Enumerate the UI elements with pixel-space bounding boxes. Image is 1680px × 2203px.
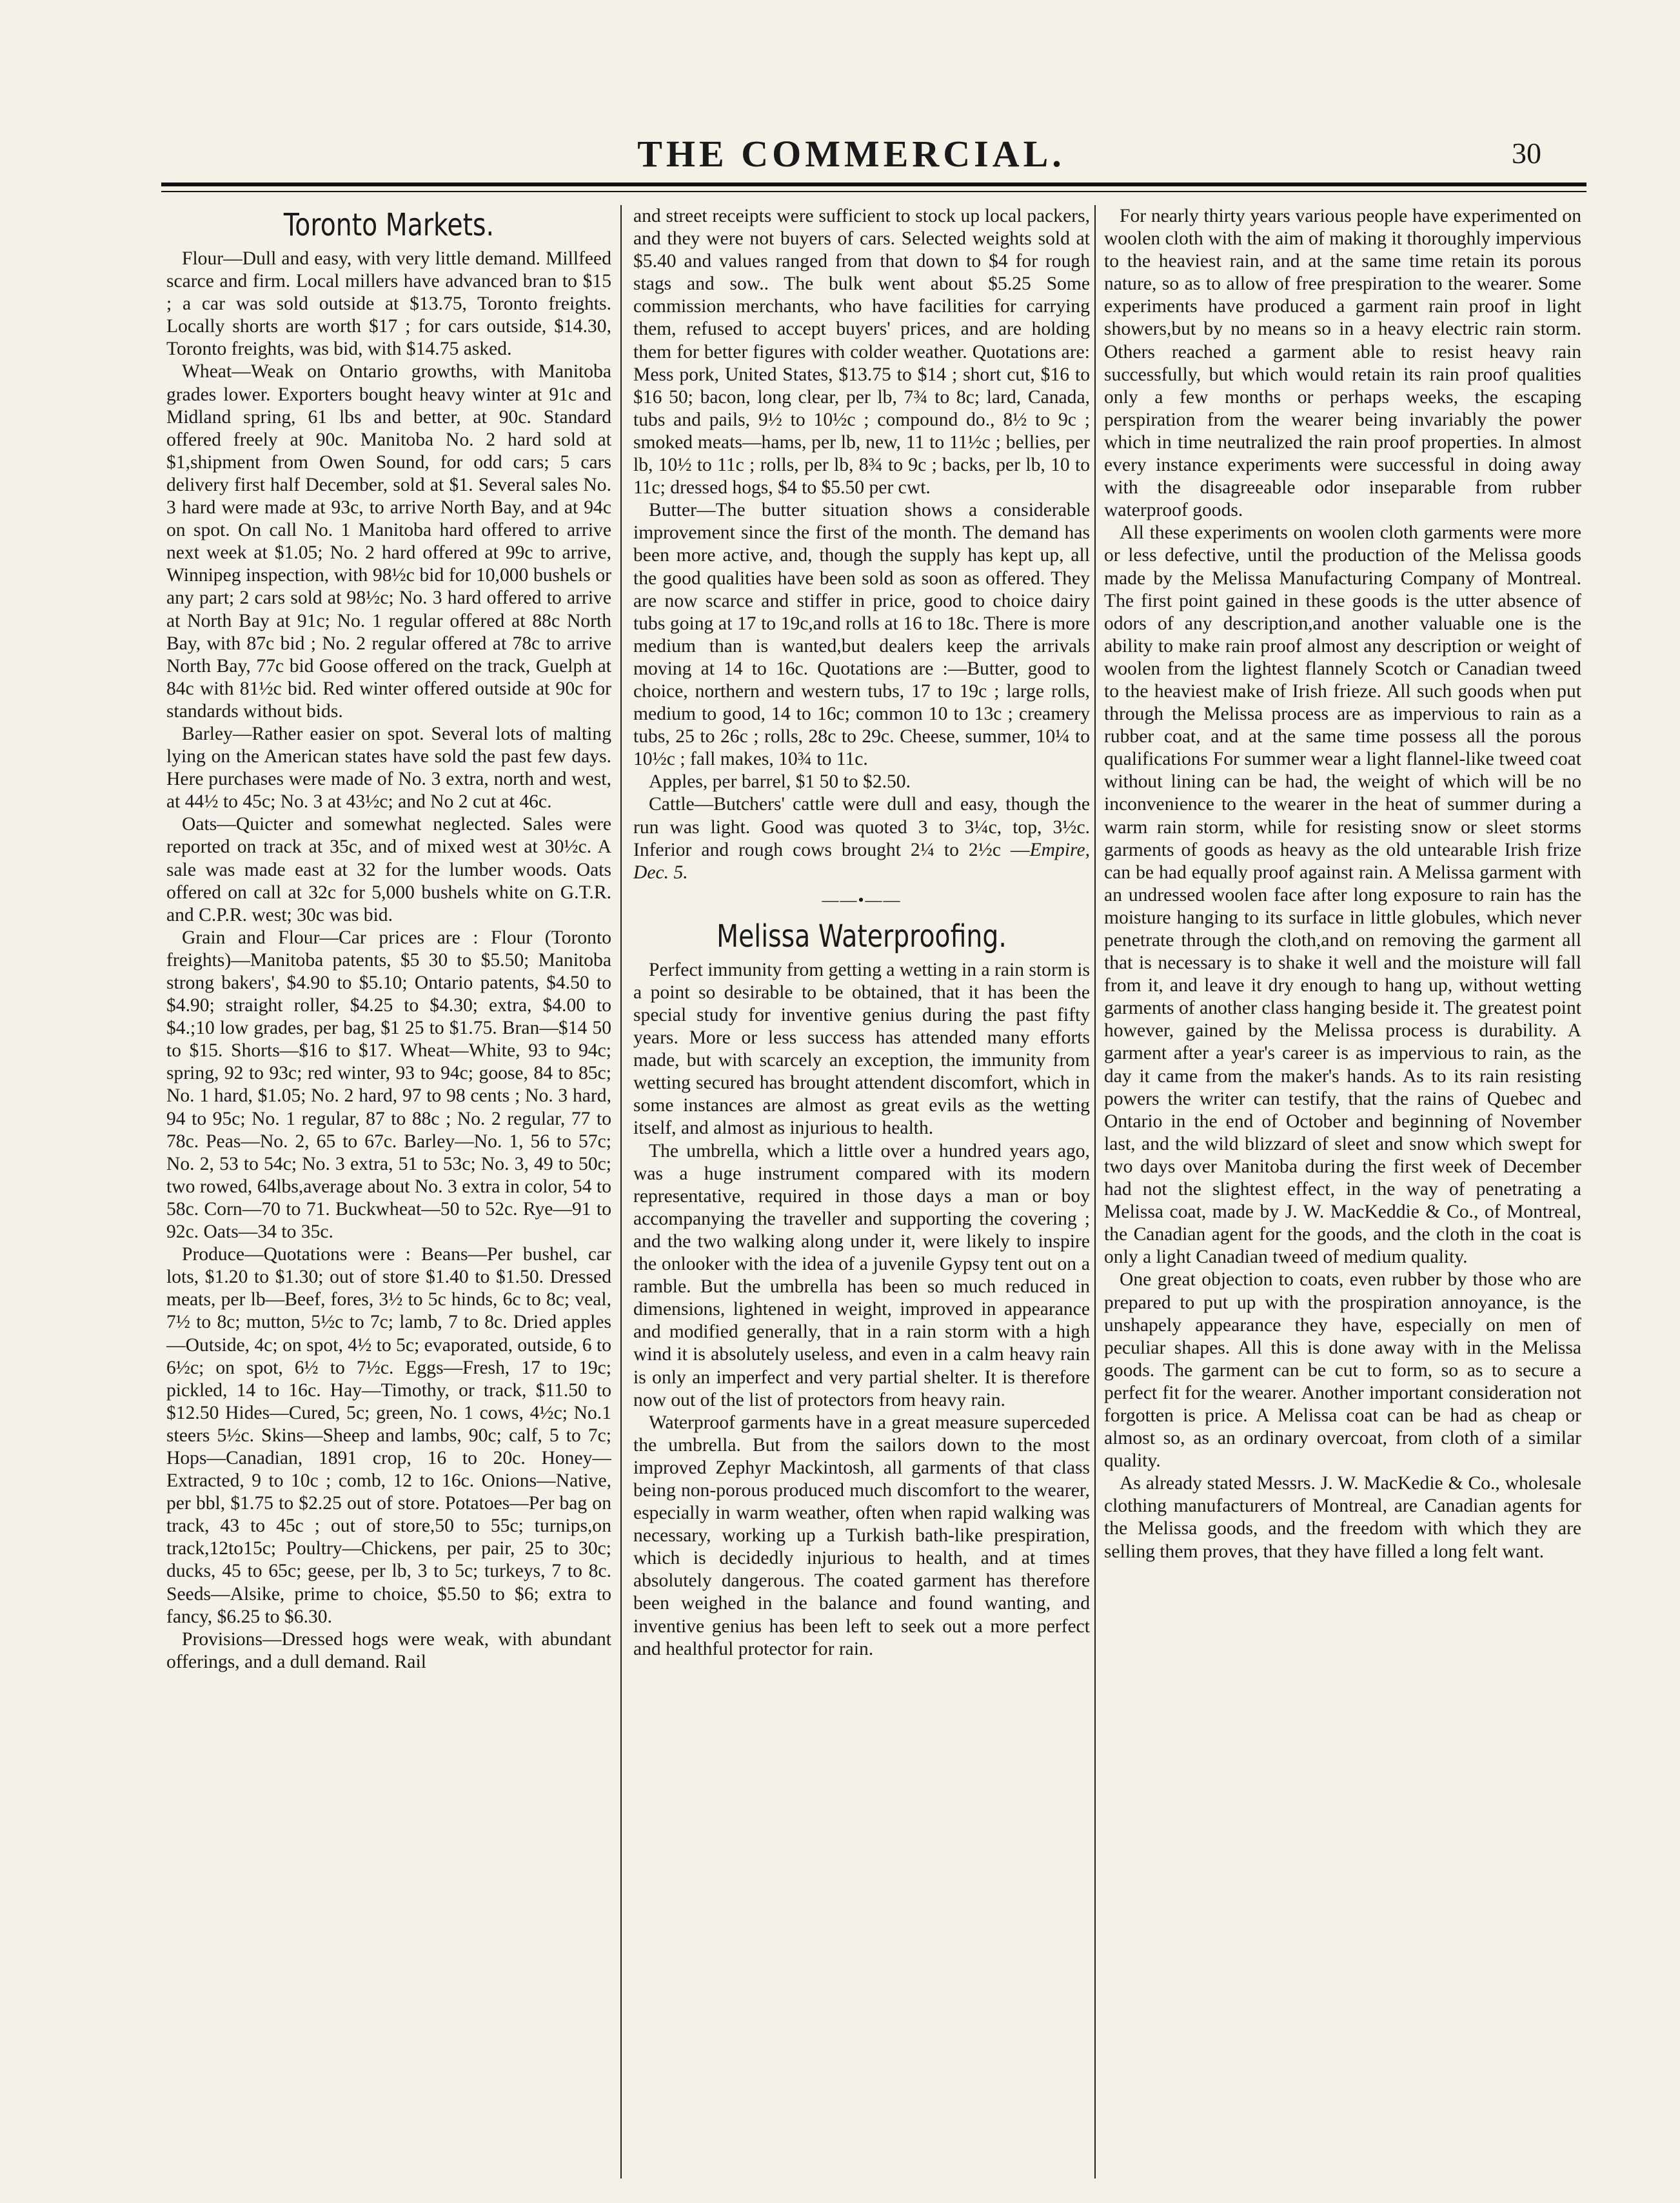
paragraph-objection: One great objection to coats, even rubber by those who are prepared to put up with the prospiration annoyance, is the unshapely appearance they have, especially on men of peculiar shapes. All this is done away with in the Melissa goods. The garment can be cut to form, so as to secure a perfect fit for the wearer. Another important consideration not forgotten is price. A Melissa coat can be had as cheap or almost so, as an ordinary overcoat, from cloth of a similar quality. <box>1104 1269 1581 1472</box>
source-citation: Empire, Dec. 5. <box>633 839 1090 883</box>
paragraph-agents: As already stated Messrs. J. W. MacKedie & Co., wholesale clothing manufacturers of Montreal, are Canadian agents for the Melissa goods, and the freedom with which they are selling them proves, that they have filled a long felt want. <box>1104 1473 1581 1562</box>
paragraph-waterproof-garments: Waterproof garments have in a great measure superceded the umbrella. But from the sailors down to the most improved Zephyr Mackintosh, all garments of that class being non-porous produced much discomfort to the wearer, especially in warm weather, often when rapid walking was necessary, working up a Turkish bath-like prespiration, which is decidedly injurious to health, and at times absolutely dangerous. The coated garment has therefore been weighed in the balance and found wanting, and inventive genius has been left to seek out a more perfect and healthful protector for rain. <box>633 1412 1090 1659</box>
paragraph-cattle <box>633 793 1090 884</box>
column-right <box>1104 205 1581 2178</box>
column-divider-left <box>620 205 622 2178</box>
paragraph-wheat: Wheat—Weak on Ontario growths, with Manitoba grades lower. Exporters bought heavy winter at 91c and Midland spring, 61 lbs and better, at 90c. Standard offered freely at 90c. Manitoba No. 2 hard sold at $1,shipment from Owen Sound, for odd cars; 5 cars delivery first half December, sold at $1. Several sales No. 3 hard were made at 93c, to arrive North Bay, and at 94c on spot. On call No. 1 Manitoba hard offered to arrive next week at $1.05; No. 2 hard offered at 99c to arrive, Winnipeg inspection, with 98½c bid for 10,000 bushels or any part; 2 cars sold at 98½c; No. 3 hard offered to arrive at North Bay at 91c; No. 1 regular offered at 88c North Bay, with 87c bid ; No. 2 regular offered at 78c to arrive North Bay, 77c bid Goose offered on the track, Guelph at 84c with 81½c bid. Red winter offered outside at 90c for standards without bids. <box>166 361 611 722</box>
paragraph-apples: Apples, per barrel, $1 50 to $2.50. <box>649 771 911 793</box>
article-divider: ——•—— <box>822 890 902 909</box>
paragraph-provisions: Provisions—Dressed hogs were weak, with abundant offerings, and a dull demand. Rail <box>166 1628 611 1672</box>
paragraph-produce: Produce—Quotations were : Beans—Per bushel, car lots, $1.20 to $1.30; out of store $1.40 to $1.50. Dressed meats, per lb—Beef, fores, 3½ to 5c hinds, 6c to 8c; veal, 7½ to 8c; mutton, 5½c to 7c; lamb, 7 to 8c. Dried apples—Outside, 4c; on spot, 4½ to 5c; evaporated, outside, 6 to 6½c; on spot, 6½ to 7½c. Eggs—Fresh, 17 to 19c; pickled, 14 to 16c. Hay—Timothy, or track, $11.50 to $12.50 Hides—Cured, 5c; green, No. 1 cows, 4½c; No.1 steers 5½c. Skins—Sheep and lambs, 90c; calf, 5 to 7c; Hops—Canadian, 1891 crop, 16 to 20c. Honey—Extracted, 9 to 10c ; comb, 12 to 16c. Onions—Native, per bbl, $1.75 to $2.25 out of store. Potatoes—Per bag on track, 43 to 45c ; out of store,50 to 55c; turnips,on track,12to15c; Poultry—Chickens, per pair, 25 to 30c; ducks, 45 to 65c; geese, per lb, 3 to 5c; turkeys, 7 to 8c. Seeds—Alsike, prime to choice, $5.50 to $6; extra to fancy, $6.25 to $6.30. <box>166 1244 611 1627</box>
paragraph-experiments: For nearly thirty years various people have experimented on woolen cloth with the aim of making it thoroughly impervious to the heaviest rain, and at the same time retain its porous nature, so as to allow of free prespiration to the wearer. Some experiments have produced a garment rain proof in light showers,but by no means so in a heavy electric rain storm. Others reached a garment able to resist heavy rain successfully, but which would retain its rain proof qualities only a few months or perhaps weeks, the escaping perspiration from the wearer being invariably the power which in time neutralized the rain proof properties. In almost every instance experiments were successful in doing away with the disagreeable odor inseparable from rubber waterproof goods. <box>1104 206 1581 521</box>
paragraph-flour: Flour—Dull and easy, with very little demand. Millfeed scarce and firm. Local millers have advanced bran to $15 ; a car was sold outside at $13.75, Toronto freights. Locally shorts are worth $17 ; for cars outside, $14.30, Toronto freights, was bid, with $14.75 asked. <box>166 248 611 360</box>
article-heading-toronto-markets: Toronto Markets. <box>283 207 495 243</box>
article-heading-melissa-waterproofing: Melissa Waterproofing. <box>716 918 1007 954</box>
paragraph-butter: Butter—The butter situation shows a considerable improvement since the first of the month. The demand has been more active, and, though the supply has kept up, all the good qualities have been sold as soon as offered. They are now scarce and stiffer in price, good to choice dairy tubs going at 17 to 19c,and rolls at 16 to 18c. There is more medium than is wanted,but dealers keep the arrivals moving at 14 to 16c. Quotations are :—Butter, good to choice, northern and western tubs, 17 to 19c ; large rolls, medium to good, 14 to 16c; common 10 to 13c ; creamery tubs, 25 to 26c ; rolls, 28c to 29c. Cheese, summer, 10¼ to 10½c ; fall makes, 10¾ to 11c. <box>633 500 1090 770</box>
paragraph-grain-and-flour: Grain and Flour—Car prices are : Flour (Toronto freights)—Manitoba patents, $5 30 to $5.50; Manitoba strong bakers', $4.90 to $5.10; Ontario patents, $4.50 to $4.90; straight roller, $4.25 to $4.30; extra, $4.00 to $4.;10 low grades, per bag, $1 25 to $1.75. Bran—$14 50 to $15. Shorts—$16 to $17. Wheat—White, 93 to 94c; spring, 92 to 93c; red winter, 93 to 94c; goose, 84 to 85c; No. 1 hard, $1.05; No. 2 hard, 97 to 98 cents ; No. 3 hard, 94 to 95c; No. 1 regular, 87 to 88c ; No. 2 regular, 77 to 78c. Peas—No. 2, 65 to 67c. Barley—No. 1, 56 to 57c; No. 2, 53 to 54c; No. 3 extra, 51 to 53c; No. 3, 49 to 50c; two rowed, 64lbs,average about No. 3 extra in color, 54 to 58c. Corn—70 to 71. Buckwheat—50 to 52c. Rye—91 to 92c. Oats—34 to 35c. <box>166 927 611 1243</box>
paragraph-barley: Barley—Rather easier on spot. Several lots of malting lying on the American states have sold the past few days. Here purchases were made of No. 3 extra, north and west, at 44½ to 45c; No. 3 at 43½c; and No 2 cut at 46c. <box>166 723 611 813</box>
paragraph-melissa-goods: All these experiments on woolen cloth garments were more or less defective, until the production of the Melissa goods made by the Melissa Manufacturing Company of Montreal. The first point gained in these goods is the utter absence of odors of any description,and another valuable one is the ability to make rain proof almost any description or weight of woolen from the lightest flannely Scotch or Canadian tweed to the heaviest make of Irish frieze. All such goods when put through the Melissa process are as impervious to rain as a rubber coat, and at the same time possess all the porous qualifications For summer wear a light flannel-like tweed coat without lining can be had, the weight of which will be no inconvenience to the wearer in the heat of summer during a warm rain storm, while for resisting snow or sleet storms garments of goods as heavy as the old untearable Irish frize can be had equally proof against rain. A Melissa garment with an undressed woolen face after long exposure to rain has the moisture hanging to its surface in little globules, which never penetrate through the cloth,and on removing the garment all that is necessary is to shake it well and the moisture will fall from it, and leave it dry enough to hang up, without wetting garments of another class hanging beside it. The greatest point however, gained by the Melissa process is durability. A garment after a year's career is as impervious to rain, as the day it came from the maker's hands. As to its rain resisting powers the writer can testify, that the rains of Quebec and Ontario in the end of October and beginning of November last, and the wild blizzard of sleet and snow which swept for two days over Manitoba during the first week of December had not the slightest effect, in the way of penetrating a Melissa coat, made by J. W. MacKeddie & Co., of Montreal, the Canadian agent for the goods, and the cloth in the coat is only a light Canadian tweed of medium quality. <box>1104 522 1581 1268</box>
paragraph-oats: Oats—Quicter and somewhat neglected. Sales were reported on track at 35c, and of mixed west at 30½c. A sale was made east at 32 for the lumber woods. Oats offered on call at 32c for 5,000 bushels white on G.T.R. and C.P.R. west; 30c was bid. <box>166 814 611 925</box>
page-number: 30 <box>1512 137 1541 170</box>
header-rule-thick <box>161 183 1586 186</box>
paragraph-umbrella: The umbrella, which a little over a hundred years ago, was a huge instrument compared with its modern representative, required in those days a man or boy accompanying the traveller and supporting the covering ; and the two walking along under it, were likely to inspire the onlooker with the idea of a juvenile Gypsy tent out on a ramble. But the umbrella has been so much reduced in dimensions, lightened in weight, improved in appearance and modified generally, that in a rain storm with a high wind it is absolutely useless, and even in a calm heavy rain is only an imperfect and very partial shelter. It is therefore now out of the list of protectors from heavy rain. <box>633 1140 1090 1410</box>
column-middle <box>633 205 1090 2178</box>
paragraph-provisions-continued: and street receipts were sufficient to stock up local packers, and they were not buyers of cars. Selected weights sold at $5.40 and values ranged from that down to $4 for rough stags and sow.. The bulk went about $5.25 Some commission merchants, who have facilities for carrying them, refused to accept buyers' prices, and are holding them for better figures with colder weather. Quotations are: Mess pork, United States, $13.75 to $14 ; short cut, $16 to $16 50; bacon, long clear, per lb, 7¾ to 8c; lard, Canada, tubs and pails, 9½ to 10½c ; compound do., 8½ to 9c ; smoked meats—hams, per lb, new, 11 to 11½c ; bellies, per lb, 10½ to 11c ; rolls, per lb, 8¾ to 9c ; backs, per lb, 10 to 11c; dressed hogs, $4 to $5.50 per cwt. <box>633 206 1090 499</box>
masthead <box>161 132 1541 177</box>
column-toronto-markets <box>166 205 611 2178</box>
column-divider-right <box>1094 205 1096 2178</box>
newspaper-title: THE COMMERCIAL. <box>637 133 1065 175</box>
paragraph-immunity: Perfect immunity from getting a wetting in a rain storm is a point so desirable to be obtained, that it has been the special study for inventive genius during the past fifty years. More or less success has attended many efforts made, but with scarcely an exception, the immunity from wetting secured has brought attendent discomfort, which in some instances are almost as great evils as the wetting itself, and almost as injurious to health. <box>633 959 1090 1139</box>
header-rule-thin <box>161 191 1586 192</box>
cattle-text: Cattle—Butchers' cattle were dull and easy, though the run was light. Good was quoted 3 to 3¼c, top, 3½c. Inferior and rough cows brought 2¼ to 2½c — <box>633 794 1090 860</box>
